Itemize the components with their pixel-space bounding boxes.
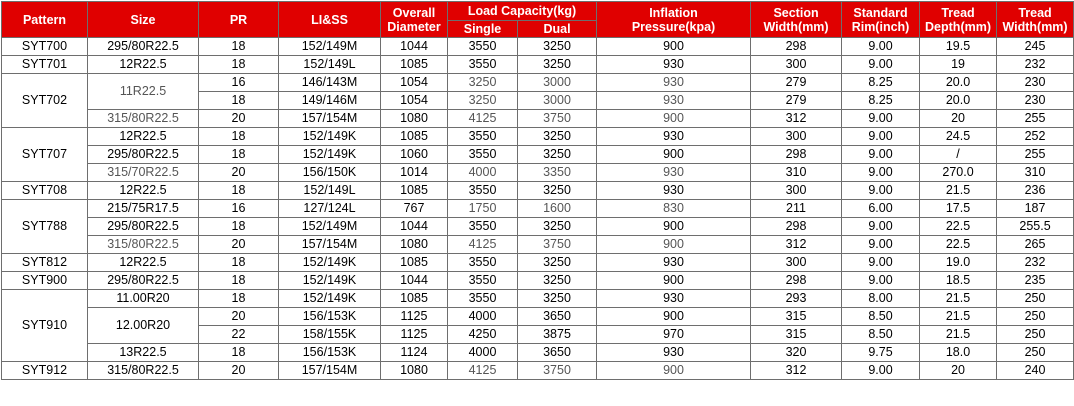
pattern-cell: SYT788 xyxy=(2,200,88,254)
load-dual-cell: 3250 xyxy=(518,290,597,308)
header-size: Size xyxy=(88,2,199,38)
liss-cell: 152/149K xyxy=(279,272,381,290)
pattern-cell: SYT812 xyxy=(2,254,88,272)
overall-diameter-cell: 1085 xyxy=(381,290,448,308)
section-width-cell: 298 xyxy=(751,218,842,236)
liss-cell: 149/146M xyxy=(279,92,381,110)
load-single-cell: 3550 xyxy=(448,290,518,308)
load-single-cell: 3550 xyxy=(448,254,518,272)
table-row xyxy=(2,254,1074,272)
tread-width-cell: 232 xyxy=(997,254,1074,272)
header-tread-depth: Tread Depth(mm) xyxy=(920,2,997,38)
pattern-cell: SYT702 xyxy=(2,74,88,128)
load-single-cell: 3550 xyxy=(448,272,518,290)
header-liss: LI&SS xyxy=(279,2,381,38)
tread-width-cell: 252 xyxy=(997,128,1074,146)
tread-width-cell: 255 xyxy=(997,110,1074,128)
overall-diameter-cell: 1124 xyxy=(381,344,448,362)
header-pattern: Pattern xyxy=(2,2,88,38)
load-single-cell: 3550 xyxy=(448,218,518,236)
liss-cell: 127/124L xyxy=(279,200,381,218)
section-width-cell: 315 xyxy=(751,308,842,326)
tread-depth-cell: 19.5 xyxy=(920,38,997,56)
size-cell: 12.00R20 xyxy=(88,308,199,344)
rim-cell: 9.00 xyxy=(842,182,920,200)
tread-width-cell: 230 xyxy=(997,92,1074,110)
tread-depth-cell: 22.5 xyxy=(920,218,997,236)
section-width-cell: 279 xyxy=(751,74,842,92)
table-row xyxy=(2,218,1074,236)
header-standard-rim: Standard Rim(inch) xyxy=(842,2,920,38)
header-section-width: Section Width(mm) xyxy=(751,2,842,38)
rim-cell: 9.00 xyxy=(842,146,920,164)
tread-width-cell: 245 xyxy=(997,38,1074,56)
header-load-capacity: Load Capacity(kg) xyxy=(448,2,597,21)
tread-depth-cell: 21.5 xyxy=(920,308,997,326)
pr-cell: 18 xyxy=(199,218,279,236)
header-inflation-pressure: Inflation Pressure(kpa) xyxy=(597,2,751,38)
tread-width-cell: 250 xyxy=(997,344,1074,362)
section-width-cell: 298 xyxy=(751,272,842,290)
tread-depth-cell: 20.0 xyxy=(920,92,997,110)
liss-cell: 156/153K xyxy=(279,344,381,362)
size-cell: 215/75R17.5 xyxy=(88,200,199,218)
pr-cell: 18 xyxy=(199,272,279,290)
size-cell: 295/80R22.5 xyxy=(88,38,199,56)
table-row xyxy=(2,290,1074,308)
rim-cell: 8.25 xyxy=(842,92,920,110)
load-dual-cell: 3250 xyxy=(518,182,597,200)
liss-cell: 152/149K xyxy=(279,254,381,272)
load-dual-cell: 3750 xyxy=(518,236,597,254)
section-width-cell: 300 xyxy=(751,182,842,200)
inflation-cell: 930 xyxy=(597,164,751,182)
inflation-cell: 930 xyxy=(597,344,751,362)
rim-cell: 9.00 xyxy=(842,128,920,146)
load-single-cell: 4125 xyxy=(448,236,518,254)
liss-cell: 157/154M xyxy=(279,236,381,254)
rim-cell: 6.00 xyxy=(842,200,920,218)
inflation-cell: 930 xyxy=(597,254,751,272)
rim-cell: 9.00 xyxy=(842,56,920,74)
load-dual-cell: 3250 xyxy=(518,254,597,272)
inflation-cell: 970 xyxy=(597,326,751,344)
size-cell: 315/80R22.5 xyxy=(88,236,199,254)
table-row xyxy=(2,164,1074,182)
size-cell: 11R22.5 xyxy=(88,74,199,110)
table-row xyxy=(2,128,1074,146)
section-width-cell: 320 xyxy=(751,344,842,362)
load-single-cell: 3550 xyxy=(448,38,518,56)
tread-depth-cell: 19.0 xyxy=(920,254,997,272)
tread-depth-cell: 18.5 xyxy=(920,272,997,290)
rim-cell: 9.75 xyxy=(842,344,920,362)
load-single-cell: 4000 xyxy=(448,344,518,362)
section-width-cell: 293 xyxy=(751,290,842,308)
inflation-cell: 900 xyxy=(597,218,751,236)
load-dual-cell: 3750 xyxy=(518,362,597,380)
load-dual-cell: 3000 xyxy=(518,74,597,92)
section-width-cell: 300 xyxy=(751,56,842,74)
liss-cell: 152/149L xyxy=(279,56,381,74)
size-cell: 315/80R22.5 xyxy=(88,362,199,380)
load-dual-cell: 3000 xyxy=(518,92,597,110)
table-row xyxy=(2,38,1074,56)
liss-cell: 152/149M xyxy=(279,38,381,56)
inflation-cell: 830 xyxy=(597,200,751,218)
size-cell: 315/80R22.5 xyxy=(88,110,199,128)
tread-depth-cell: 17.5 xyxy=(920,200,997,218)
table-row xyxy=(2,74,1074,92)
size-cell: 13R22.5 xyxy=(88,344,199,362)
overall-diameter-cell: 1014 xyxy=(381,164,448,182)
tread-width-cell: 187 xyxy=(997,200,1074,218)
liss-cell: 146/143M xyxy=(279,74,381,92)
inflation-cell: 900 xyxy=(597,146,751,164)
inflation-cell: 900 xyxy=(597,272,751,290)
pattern-cell: SYT708 xyxy=(2,182,88,200)
tread-depth-cell: 24.5 xyxy=(920,128,997,146)
overall-diameter-cell: 1044 xyxy=(381,218,448,236)
rim-cell: 9.00 xyxy=(842,164,920,182)
rim-cell: 9.00 xyxy=(842,236,920,254)
tread-width-cell: 250 xyxy=(997,326,1074,344)
pattern-cell: SYT701 xyxy=(2,56,88,74)
liss-cell: 152/149M xyxy=(279,218,381,236)
liss-cell: 156/150K xyxy=(279,164,381,182)
overall-diameter-cell: 1085 xyxy=(381,56,448,74)
load-single-cell: 4125 xyxy=(448,362,518,380)
size-cell: 315/70R22.5 xyxy=(88,164,199,182)
tread-depth-cell: 20 xyxy=(920,362,997,380)
section-width-cell: 298 xyxy=(751,146,842,164)
liss-cell: 157/154M xyxy=(279,362,381,380)
pr-cell: 20 xyxy=(199,164,279,182)
load-single-cell: 4000 xyxy=(448,308,518,326)
section-width-cell: 300 xyxy=(751,254,842,272)
tread-width-cell: 230 xyxy=(997,74,1074,92)
table-row xyxy=(2,344,1074,362)
overall-diameter-cell: 1044 xyxy=(381,38,448,56)
pr-cell: 16 xyxy=(199,74,279,92)
liss-cell: 152/149K xyxy=(279,146,381,164)
pr-cell: 18 xyxy=(199,182,279,200)
inflation-cell: 900 xyxy=(597,38,751,56)
load-single-cell: 3550 xyxy=(448,182,518,200)
section-width-cell: 312 xyxy=(751,362,842,380)
pr-cell: 18 xyxy=(199,146,279,164)
rim-cell: 9.00 xyxy=(842,38,920,56)
overall-diameter-cell: 1080 xyxy=(381,110,448,128)
pattern-cell: SYT912 xyxy=(2,362,88,380)
overall-diameter-cell: 767 xyxy=(381,200,448,218)
section-width-cell: 211 xyxy=(751,200,842,218)
tire-spec-table xyxy=(1,1,1074,380)
header-pr: PR xyxy=(199,2,279,38)
liss-cell: 152/149K xyxy=(279,128,381,146)
load-dual-cell: 3250 xyxy=(518,218,597,236)
load-single-cell: 3550 xyxy=(448,56,518,74)
pattern-cell: SYT910 xyxy=(2,290,88,362)
overall-diameter-cell: 1085 xyxy=(381,254,448,272)
table-row xyxy=(2,182,1074,200)
table-body xyxy=(2,38,1074,380)
inflation-cell: 930 xyxy=(597,92,751,110)
size-cell: 11.00R20 xyxy=(88,290,199,308)
rim-cell: 9.00 xyxy=(842,362,920,380)
tread-depth-cell: 20.0 xyxy=(920,74,997,92)
rim-cell: 9.00 xyxy=(842,272,920,290)
size-cell: 295/80R22.5 xyxy=(88,218,199,236)
overall-diameter-cell: 1125 xyxy=(381,326,448,344)
pr-cell: 20 xyxy=(199,110,279,128)
load-dual-cell: 3250 xyxy=(518,38,597,56)
load-single-cell: 4125 xyxy=(448,110,518,128)
pr-cell: 18 xyxy=(199,92,279,110)
table-row xyxy=(2,56,1074,74)
liss-cell: 156/153K xyxy=(279,308,381,326)
tread-depth-cell: 270.0 xyxy=(920,164,997,182)
tread-width-cell: 240 xyxy=(997,362,1074,380)
tread-width-cell: 310 xyxy=(997,164,1074,182)
overall-diameter-cell: 1054 xyxy=(381,92,448,110)
pr-cell: 20 xyxy=(199,362,279,380)
pr-cell: 20 xyxy=(199,236,279,254)
inflation-cell: 930 xyxy=(597,128,751,146)
inflation-cell: 930 xyxy=(597,182,751,200)
rim-cell: 8.00 xyxy=(842,290,920,308)
load-dual-cell: 3350 xyxy=(518,164,597,182)
load-single-cell: 3550 xyxy=(448,146,518,164)
header-overall-diameter: Overall Diameter xyxy=(381,2,448,38)
size-cell: 12R22.5 xyxy=(88,182,199,200)
liss-cell: 157/154M xyxy=(279,110,381,128)
pr-cell: 18 xyxy=(199,344,279,362)
rim-cell: 8.50 xyxy=(842,308,920,326)
load-dual-cell: 3250 xyxy=(518,128,597,146)
table-row xyxy=(2,308,1074,326)
load-dual-cell: 3650 xyxy=(518,344,597,362)
inflation-cell: 900 xyxy=(597,362,751,380)
tread-width-cell: 235 xyxy=(997,272,1074,290)
header-tread-width: Tread Width(mm) xyxy=(997,2,1074,38)
pr-cell: 18 xyxy=(199,290,279,308)
load-dual-cell: 3750 xyxy=(518,110,597,128)
tread-depth-cell: 21.5 xyxy=(920,290,997,308)
overall-diameter-cell: 1044 xyxy=(381,272,448,290)
section-width-cell: 312 xyxy=(751,236,842,254)
table-row xyxy=(2,146,1074,164)
load-single-cell: 3550 xyxy=(448,128,518,146)
tread-depth-cell: 21.5 xyxy=(920,182,997,200)
inflation-cell: 900 xyxy=(597,236,751,254)
table-row xyxy=(2,236,1074,254)
tread-width-cell: 255 xyxy=(997,146,1074,164)
pr-cell: 18 xyxy=(199,56,279,74)
overall-diameter-cell: 1060 xyxy=(381,146,448,164)
liss-cell: 158/155K xyxy=(279,326,381,344)
tread-depth-cell: / xyxy=(920,146,997,164)
rim-cell: 8.50 xyxy=(842,326,920,344)
size-cell: 295/80R22.5 xyxy=(88,272,199,290)
load-dual-cell: 3650 xyxy=(518,308,597,326)
size-cell: 12R22.5 xyxy=(88,254,199,272)
pr-cell: 20 xyxy=(199,308,279,326)
overall-diameter-cell: 1085 xyxy=(381,182,448,200)
size-cell: 12R22.5 xyxy=(88,128,199,146)
table-row xyxy=(2,272,1074,290)
tread-width-cell: 232 xyxy=(997,56,1074,74)
inflation-cell: 930 xyxy=(597,290,751,308)
table-row xyxy=(2,110,1074,128)
tread-depth-cell: 21.5 xyxy=(920,326,997,344)
load-single-cell: 4250 xyxy=(448,326,518,344)
header-dual: Dual xyxy=(518,21,597,38)
header-single: Single xyxy=(448,21,518,38)
pattern-cell: SYT700 xyxy=(2,38,88,56)
inflation-cell: 930 xyxy=(597,56,751,74)
tread-width-cell: 265 xyxy=(997,236,1074,254)
section-width-cell: 315 xyxy=(751,326,842,344)
table-row xyxy=(2,200,1074,218)
load-dual-cell: 1600 xyxy=(518,200,597,218)
load-single-cell: 1750 xyxy=(448,200,518,218)
tread-width-cell: 250 xyxy=(997,290,1074,308)
tread-width-cell: 250 xyxy=(997,308,1074,326)
section-width-cell: 298 xyxy=(751,38,842,56)
tread-depth-cell: 19 xyxy=(920,56,997,74)
tread-depth-cell: 18.0 xyxy=(920,344,997,362)
pr-cell: 22 xyxy=(199,326,279,344)
pr-cell: 18 xyxy=(199,128,279,146)
load-single-cell: 3250 xyxy=(448,74,518,92)
inflation-cell: 900 xyxy=(597,308,751,326)
load-dual-cell: 3250 xyxy=(518,272,597,290)
section-width-cell: 310 xyxy=(751,164,842,182)
rim-cell: 8.25 xyxy=(842,74,920,92)
load-single-cell: 3250 xyxy=(448,92,518,110)
pattern-cell: SYT900 xyxy=(2,272,88,290)
inflation-cell: 900 xyxy=(597,110,751,128)
rim-cell: 9.00 xyxy=(842,218,920,236)
table-row xyxy=(2,362,1074,380)
overall-diameter-cell: 1080 xyxy=(381,236,448,254)
load-single-cell: 4000 xyxy=(448,164,518,182)
section-width-cell: 279 xyxy=(751,92,842,110)
pr-cell: 18 xyxy=(199,38,279,56)
size-cell: 295/80R22.5 xyxy=(88,146,199,164)
section-width-cell: 312 xyxy=(751,110,842,128)
liss-cell: 152/149L xyxy=(279,182,381,200)
load-dual-cell: 3250 xyxy=(518,146,597,164)
size-cell: 12R22.5 xyxy=(88,56,199,74)
pr-cell: 18 xyxy=(199,254,279,272)
pattern-cell: SYT707 xyxy=(2,128,88,182)
overall-diameter-cell: 1085 xyxy=(381,128,448,146)
rim-cell: 9.00 xyxy=(842,254,920,272)
load-dual-cell: 3250 xyxy=(518,56,597,74)
overall-diameter-cell: 1054 xyxy=(381,74,448,92)
tread-depth-cell: 22.5 xyxy=(920,236,997,254)
liss-cell: 152/149K xyxy=(279,290,381,308)
tread-width-cell: 236 xyxy=(997,182,1074,200)
tread-width-cell: 255.5 xyxy=(997,218,1074,236)
section-width-cell: 300 xyxy=(751,128,842,146)
overall-diameter-cell: 1125 xyxy=(381,308,448,326)
pr-cell: 16 xyxy=(199,200,279,218)
inflation-cell: 930 xyxy=(597,74,751,92)
load-dual-cell: 3875 xyxy=(518,326,597,344)
tread-depth-cell: 20 xyxy=(920,110,997,128)
rim-cell: 9.00 xyxy=(842,110,920,128)
overall-diameter-cell: 1080 xyxy=(381,362,448,380)
